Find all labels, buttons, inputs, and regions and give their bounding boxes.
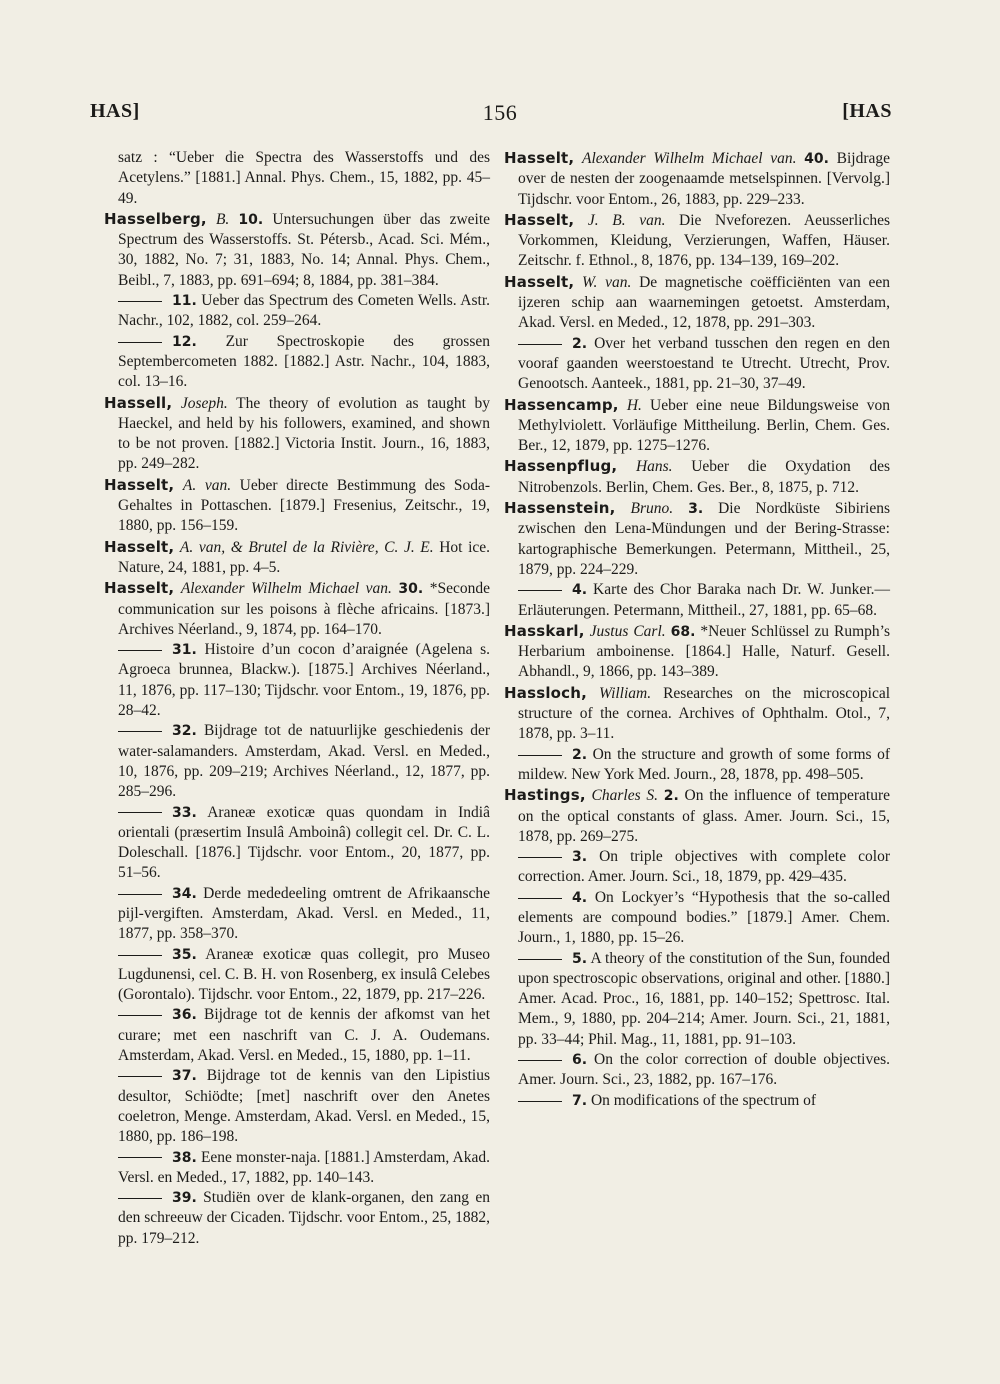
paper-number: 2. <box>572 746 588 763</box>
author-entry <box>504 498 890 580</box>
running-head-left: HAS] <box>90 100 140 122</box>
author-entry <box>504 272 890 334</box>
paper-number: 68. <box>670 623 696 640</box>
paper-number: 35. <box>172 946 197 963</box>
author-entry <box>504 683 890 745</box>
ditto-rule <box>118 812 162 813</box>
entry-text: A theory of the constitution of the Sun, founded upon spectroscopic observations, original and other. [1880.] Amer. Acad. Proc., 16, 1881, pp. 140–152; Spettrosc. Ital. Mem., 9, 1880, pp. 204–214; Amer. Journ. Sci., 21, 1881, pp. 33–44; Phil. Mag., 11, 1881, pp. 91–103. <box>518 949 890 1048</box>
author-surname: Hasselt, <box>504 210 575 229</box>
author-entry <box>104 393 490 475</box>
entry-text: Over het verband tusschen den regen en den vooraf gaanden weerstoestand te Utrecht. Utrecht, Prov. Genootsch. Aanteek., 1881, pp. 21–30, 37–49. <box>518 334 891 393</box>
author-entry <box>504 148 890 210</box>
ditto-rule <box>118 955 162 956</box>
entry-text: Ueber die Oxydation des Nitrobenzols. Berlin, Chem. Ges. Ber., 8, 1875, p. 712. <box>518 458 891 496</box>
entry-text: On modifications of the spectrum of <box>590 1091 817 1109</box>
author-entry <box>104 209 490 291</box>
author-entry <box>504 785 890 847</box>
ditto-rule <box>518 857 562 858</box>
author-surname: Hasselt, <box>504 272 575 291</box>
sub-entry <box>504 888 890 949</box>
paper-number: 10. <box>238 211 264 228</box>
entry-text: On the structure and growth of some forms of mildew. New York Med. Journ., 28, 1878, pp. 498–505. <box>518 745 891 783</box>
ditto-rule <box>118 1198 162 1199</box>
entry-text: *Seconde communication sur les poisons à flèche africains. [1873.] Archives Néerland., 9, 1874, pp. 164–170. <box>118 580 491 638</box>
entry-text: Bijdrage over de nesten der zoogenaamde metselspinnen. [Vervolg.] Tijdschr. voor Entom., 26, 1883, pp. 229–233. <box>518 150 890 208</box>
entry-text: Ueber eine neue Bildungsweise von Methylviolett. Vorläufige Mittheilung. Berlin, Chem. Ges. Ber., 12, 1879, pp. 1275–1276. <box>518 396 891 455</box>
entry-text: Bijdrage tot de kennis van den Lipistius desultor, Schiödte; [met] naschrift over den Anetes coeletron, Menge. Amsterdam, Akad. Versl. en Meded., 15, 1880, pp. 186–198. <box>118 1067 490 1146</box>
entry-text: De magnetische coëfficiënten van een ijzeren schip aan waarnemingen getoetst. Amsterdam, Akad. Versl. en Meded., 12, 1878, pp. 291–303. <box>518 273 891 332</box>
paper-number: 38. <box>172 1149 197 1166</box>
left-column <box>104 148 490 1249</box>
paper-number: 4. <box>572 582 588 599</box>
author-surname: Hasselt, <box>104 475 175 494</box>
author-entry <box>104 537 490 579</box>
sub-entry <box>104 884 490 945</box>
paper-number: 30. <box>398 581 424 598</box>
paper-number: 36. <box>172 1007 197 1024</box>
sub-entry <box>104 1148 490 1189</box>
sub-entry <box>504 334 890 395</box>
sub-entry <box>504 847 890 888</box>
sub-entry <box>104 721 490 802</box>
paper-number: 7. <box>572 1092 588 1109</box>
entry-text: Araneæ exoticæ quas collegit, pro Museo Lugdunensi, cel. C. B. H. von Rosenberg, ex insulâ Celebes (Gorontalo). Tijdschr. voor Entom., 22, 1879, pp. 217–226. <box>118 945 490 1004</box>
entry-text: Hot ice. Nature, 24, 1881, pp. 4–5. <box>118 538 491 576</box>
author-surname: Hasselberg, <box>104 209 207 228</box>
ditto-rule <box>118 894 162 895</box>
entry-text: Researches on the microscopical structure of the cornea. Archives of Ophthalm. Otol., 7, 1878, pp. 3–11. <box>518 684 891 743</box>
sub-entry <box>104 640 490 721</box>
author-forename: W. van. <box>582 273 632 291</box>
entry-text: Bijdrage tot de natuurlijke geschiedenis der water-salamanders. Amsterdam, Akad. Versl. en Meded., 10, 1876, pp. 209–219; Archives Néerland., 12, 1877, pp. 285–296. <box>118 722 491 801</box>
entry-text: Die Nordküste Sibiriens zwischen den Lena-Mündungen und der Bering-Strasse: kartographische Bemerkungen. Petermann, Mittheil., 25, 1879, pp. 224–229. <box>518 500 891 578</box>
ditto-rule <box>518 898 562 899</box>
author-surname: Hasselt, <box>104 579 175 598</box>
entry-text: Bijdrage tot de kennis der afkomst van het curare; met een naschrift van C. J. A. Oudemans. Amsterdam, Akad. Versl. en Meded., 15, 1880, pp. 1–11. <box>118 1006 490 1065</box>
sub-entry <box>104 945 490 1006</box>
entry-text: Die Nveforezen. Aeusserliches Vorkommen, Kleidung, Verzierungen, Waffen, Häuser. Zeitschr. f. Ethnol., 8, 1876, pp. 134–139, 169–202. <box>518 211 890 270</box>
sub-entry <box>504 1050 890 1091</box>
author-forename: A. van. <box>182 476 232 494</box>
sub-entry <box>104 803 490 884</box>
paper-number: 3. <box>572 849 588 866</box>
ditto-rule <box>118 731 162 732</box>
ditto-rule <box>518 344 562 345</box>
author-entry <box>104 475 490 537</box>
entry-text: The theory of evolution as taught by Haeckel, and held by his followers, examined, and shown to be not proven. [1882.] Victoria Instit. Journ., 16, 1883, pp. 249–282. <box>118 394 490 473</box>
entry-text: Derde mededeeling omtrent de Afrikaansche pijl-vergiften. Amsterdam, Akad. Versl. en Meded., 11, 1877, pp. 358–370. <box>118 884 490 943</box>
ditto-rule <box>518 1060 562 1061</box>
running-head-right: [HAS <box>842 100 892 122</box>
paper-number: 31. <box>172 642 197 659</box>
paper-number: 6. <box>572 1052 588 1069</box>
entry-text: Karte des Chor Baraka nach Dr. W. Junker.—Erläuterungen. Petermann, Mittheil., 27, 1881, pp. 65–68. <box>518 581 890 619</box>
author-surname: Hasselt, <box>104 537 175 556</box>
entry-text: On triple objectives with complete color correction. Amer. Journ. Sci., 18, 1879, pp. 429–435. <box>518 848 890 886</box>
paper-number: 2. <box>572 335 588 352</box>
paper-number: 33. <box>172 804 197 821</box>
author-forename: Justus Carl. <box>589 622 666 640</box>
ditto-rule <box>518 1101 562 1102</box>
paper-number: 3. <box>688 501 704 518</box>
sub-entry <box>104 332 490 393</box>
entry-text: On Lockyer’s “Hypothesis that the so-called elements are compound bodies.” [1879.] Amer. Chem. Journ., 1, 1880, pp. 15–26. <box>518 888 890 947</box>
sub-entry <box>104 291 490 332</box>
ditto-rule <box>518 959 562 960</box>
entry-text: Untersuchungen über das zweite Spectrum des Wasserstoffs. St. Pétersb., Acad. Sci. Mém., 30, 1882, No. 7; 31, 1883, No. 14; Annal. Phys. Chem., Beibl., 7, 1883, pp. 691–694; 8, 1884, pp. 381–384. <box>118 210 491 289</box>
sub-entry <box>504 745 890 786</box>
author-entry <box>104 578 490 640</box>
entry-text: On the color correction of double objectives. Amer. Journ. Sci., 23, 1882, pp. 167–176. <box>518 1051 890 1089</box>
ditto-rule <box>118 1157 162 1158</box>
entry-text: Zur Spectroskopie des grossen Septembercometen 1882. [1882.] Astr. Nachr., 104, 1883, col. 13–16. <box>118 332 491 391</box>
sub-entry <box>504 580 890 621</box>
ditto-rule <box>118 1076 162 1077</box>
author-forename: B. <box>215 210 230 228</box>
author-forename: Bruno. <box>630 500 674 518</box>
paper-number: 4. <box>572 889 588 906</box>
author-surname: Hassenpflug, <box>504 457 618 476</box>
entry-text: *Neuer Schlüssel zu Rumph’s Herbarium amboinense. [1864.] Halle, Naturf. Gesell. Abhandl., 9, 1866, pp. 143–389. <box>518 622 890 681</box>
entry-continuation <box>104 148 490 209</box>
paper-number: 37. <box>172 1068 197 1085</box>
author-forename: J. B. van. <box>587 211 666 229</box>
entry-text: Eene monster-naja. [1881.] Amsterdam, Akad. Versl. en Meded., 17, 1882, pp. 140–143. <box>118 1148 490 1186</box>
author-forename: William. <box>599 684 652 702</box>
sub-entry <box>104 1005 490 1066</box>
author-surname: Hassenstein, <box>504 499 616 518</box>
ditto-rule <box>118 1015 162 1016</box>
author-forename: Hans. <box>635 458 673 476</box>
author-entry <box>504 621 890 683</box>
author-entry <box>504 395 890 457</box>
sub-entry <box>504 949 890 1050</box>
author-surname: Hassencamp, <box>504 395 619 414</box>
author-forename: Joseph. <box>180 394 228 412</box>
sub-entry <box>104 1188 490 1249</box>
author-forename: A. van, & Brutel de la Rivière, C. J. E. <box>179 538 434 556</box>
entry-text: Studiën over de klank-organen, den zang en den schreeuw der Cicaden. Tijdschr. voor Entom., 25, 1882, pp. 179–212. <box>118 1189 490 1247</box>
paper-number: 40. <box>804 151 829 167</box>
sub-entry <box>504 1091 890 1111</box>
entry-text: Ueber directe Bestimmung des Soda-Gehaltes in Pottaschen. [1879.] Fresenius, Zeitschr., 19, 1880, pp. 156–159. <box>118 476 491 535</box>
paper-number: 34. <box>172 885 197 902</box>
author-entry <box>504 456 890 498</box>
entry-text: Ueber das Spectrum des Cometen Wells. Astr. Nachr., 102, 1882, col. 259–264. <box>118 292 490 330</box>
author-surname: Hassloch, <box>504 683 588 702</box>
author-surname: Hastings, <box>504 786 586 805</box>
author-forename: H. <box>626 396 642 414</box>
page-number: 156 <box>482 100 518 125</box>
paper-number: 2. <box>663 788 679 805</box>
paper-number: 12. <box>172 333 197 350</box>
sub-entry <box>104 1066 490 1147</box>
ditto-rule <box>518 590 562 591</box>
ditto-rule <box>118 650 162 651</box>
ditto-rule <box>118 301 162 302</box>
entry-text: Araneæ exoticæ quas quondam in Indiâ orientali (præsertim Insulâ Amboinâ) collegit cel. Dr. C. L. Doleschall. [1876.] Tijdschr. voor Entom., 20, 1877, pp. 51–56. <box>118 803 490 882</box>
paper-number: 5. <box>572 950 588 967</box>
entry-text: Histoire d’un cocon d’araignée (Agelena s. Agroeca brunnea, Blackw.). [1875.] Archives Néerland., 11, 1876, pp. 117–130; Tijdschr. voor Entom., 19, 1876, pp. 28–42. <box>118 641 490 720</box>
author-surname: Hassell, <box>104 393 173 412</box>
ditto-rule <box>518 755 562 756</box>
paper-number: 32. <box>172 723 197 740</box>
paper-number: 39. <box>172 1190 197 1207</box>
author-surname: Hasselt, <box>504 149 575 167</box>
author-forename: Charles S. <box>591 787 658 805</box>
author-entry <box>504 210 890 272</box>
right-column <box>504 148 890 1111</box>
author-forename: Alexander Wilhelm Michael van. <box>180 580 392 598</box>
ditto-rule <box>118 342 162 343</box>
entry-text: satz : “Ueber die Spectra des Wasserstoffs und des Acetylens.” [1881.] Annal. Phys. Chem., 15, 1882, pp. 45–49. <box>118 149 490 207</box>
author-surname: Hasskarl, <box>504 621 585 640</box>
entry-text: On the influence of temperature on the optical constants of glass. Amer. Journ. Sci., 15, 1878, pp. 269–275. <box>518 787 891 845</box>
paper-number: 11. <box>172 293 197 310</box>
author-forename: Alexander Wilhelm Michael van. <box>581 150 797 167</box>
